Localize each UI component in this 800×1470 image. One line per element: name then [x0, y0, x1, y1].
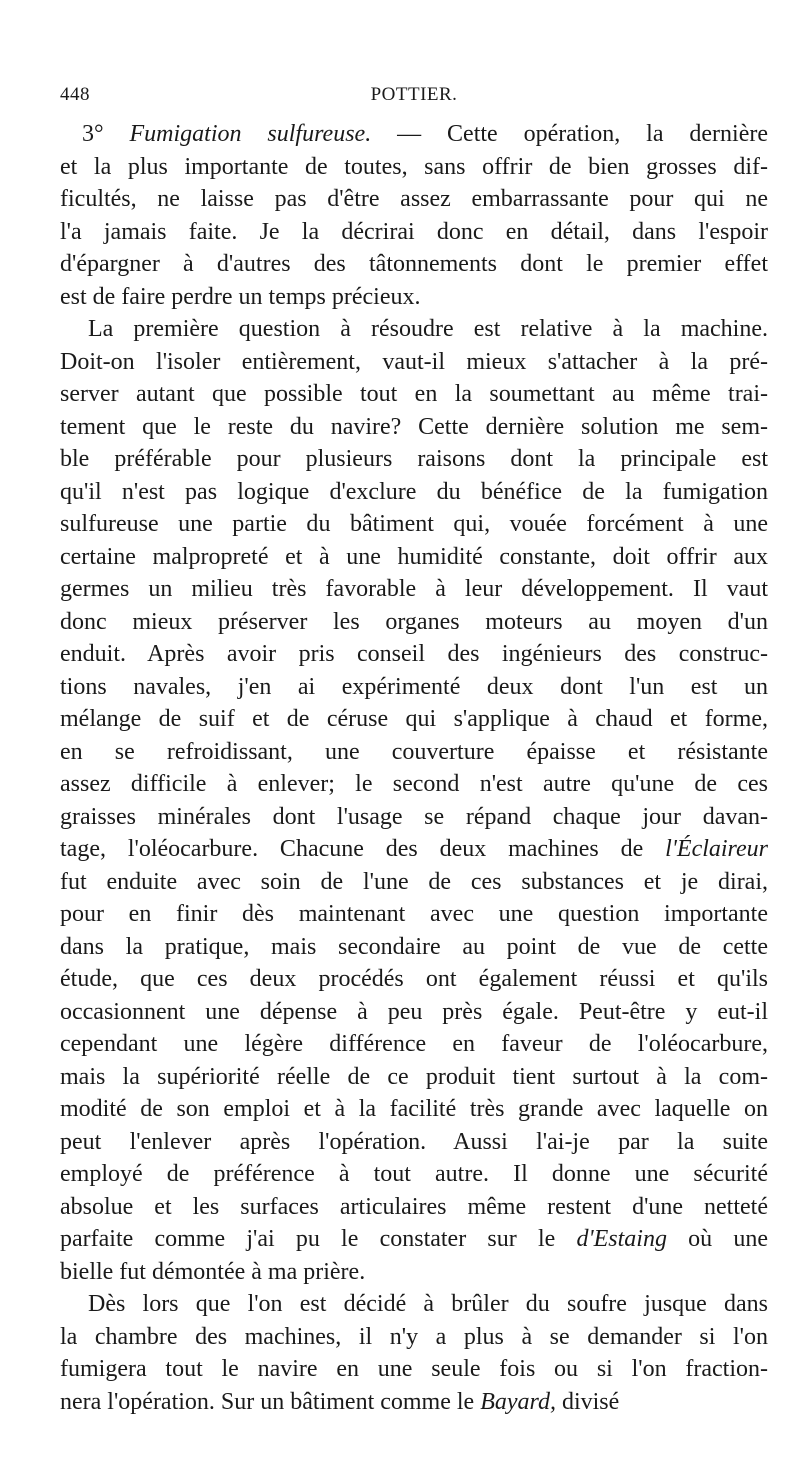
text-line: fut enduite avec soin de l'une de ces substances et je dirai,	[60, 868, 768, 895]
text-line: peut l'enlever après l'opération. Aussi l'ai-je par la suite	[60, 1128, 768, 1155]
text-line: absolue et les surfaces articulaires même restent d'une netteté	[60, 1193, 768, 1220]
text-line: La première question à résoudre est relative à la machine.	[88, 316, 768, 342]
text-line: l'a jamais faite. Je la décrirai donc en détail, dans l'espoir	[60, 218, 768, 245]
text-line: étude, que ces deux procédés ont également réussi et qu'ils	[60, 966, 768, 992]
paragraph	[60, 313, 768, 1288]
italic-text: l'Éclaireur	[665, 836, 768, 862]
body-text	[60, 118, 768, 1418]
running-title: POTTIER.	[370, 84, 458, 105]
text-line: graisses minérales dont l'usage se répand chaque jour davan-	[60, 803, 768, 830]
text-line: occasionnent une dépense à peu près égale. Peut-être y eut-il	[60, 998, 768, 1025]
text-line: mélange de suif et de céruse qui s'applique à chaud et forme,	[60, 706, 768, 732]
text-line: 3° Fumigation sulfureuse. — Cette opération, la dernière	[82, 121, 768, 147]
text-line: la chambre des machines, il n'y a plus à se demander si l'on	[60, 1323, 768, 1350]
text-line: est de faire perdre un temps précieux.	[60, 283, 421, 310]
text-line: enduit. Après avoir pris conseil des ingénieurs des construc-	[60, 641, 768, 667]
paragraph	[60, 1288, 768, 1418]
page-number: 448	[60, 84, 90, 105]
text-line: server autant que possible tout en la soumettant au même trai-	[60, 381, 768, 407]
text-line: assez difficile à enlever; le second n'est autre qu'une de ces	[60, 771, 768, 797]
text-line: d'épargner à d'autres des tâtonnements dont le premier effet	[60, 251, 768, 277]
text-line: sulfureuse une partie du bâtiment qui, vouée forcément à une	[60, 511, 768, 537]
italic-text: Bayard,	[480, 1388, 556, 1415]
text-line: germes un milieu très favorable à leur développement. Il vaut	[60, 576, 768, 602]
text-line: ficultés, ne laisse pas d'être assez embarrassante pour qui ne	[60, 186, 768, 212]
text-line: parfaite comme j'ai pu le constater sur le d'Estaing où une	[60, 1226, 768, 1252]
text-line: modité de son emploi et à la facilité très grande avec laquelle on	[60, 1096, 768, 1122]
text-line: et la plus importante de toutes, sans offrir de bien grosses dif-	[60, 153, 768, 180]
book-page	[60, 78, 768, 1418]
text-line: mais la supériorité réelle de ce produit tient surtout à la com-	[60, 1063, 768, 1090]
text-line: cependant une légère différence en faveur de l'oléocarbure,	[60, 1031, 768, 1057]
text-line: tions navales, j'en ai expérimenté deux dont l'un est un	[60, 673, 768, 700]
text-line: fumigera tout le navire en une seule fois ou si l'on fraction-	[60, 1356, 768, 1382]
text-line: certaine malpropreté et à une humidité constante, doit offrir aux	[60, 543, 768, 570]
text-line: dans la pratique, mais secondaire au point de vue de cette	[60, 933, 768, 960]
text-line: donc mieux préserver les organes moteurs au moyen d'un	[60, 608, 768, 635]
text-line: Doit-on l'isoler entièrement, vaut-il mieux s'attacher à la pré-	[60, 348, 768, 375]
text-line: Dès lors que l'on est décidé à brûler du soufre jusque dans	[88, 1291, 768, 1317]
italic-text: d'Estaing	[576, 1226, 667, 1252]
text-line: tage, l'oléocarbure. Chacune des deux machines de l'Éclaireur	[60, 836, 768, 862]
text-line: tement que le reste du navire? Cette dernière solution me sem-	[60, 413, 768, 440]
text-line: qu'il n'est pas logique d'exclure du bénéfice de la fumigation	[60, 478, 768, 505]
text-line: pour en finir dès maintenant avec une question importante	[60, 901, 768, 927]
italic-text: Fumigation sulfureuse.	[129, 121, 372, 147]
text-line: employé de préférence à tout autre. Il donne une sécurité	[60, 1161, 768, 1187]
text-line: ble préférable pour plusieurs raisons dont la principale est	[60, 446, 768, 472]
text-line: bielle fut démontée à ma prière.	[60, 1258, 366, 1285]
paragraph	[60, 118, 768, 313]
running-head	[60, 78, 768, 118]
text-line: nera l'opération. Sur un bâtiment comme le Bayard, divisé	[60, 1388, 620, 1415]
text-line: en se refroidissant, une couverture épaisse et résistante	[60, 738, 768, 765]
